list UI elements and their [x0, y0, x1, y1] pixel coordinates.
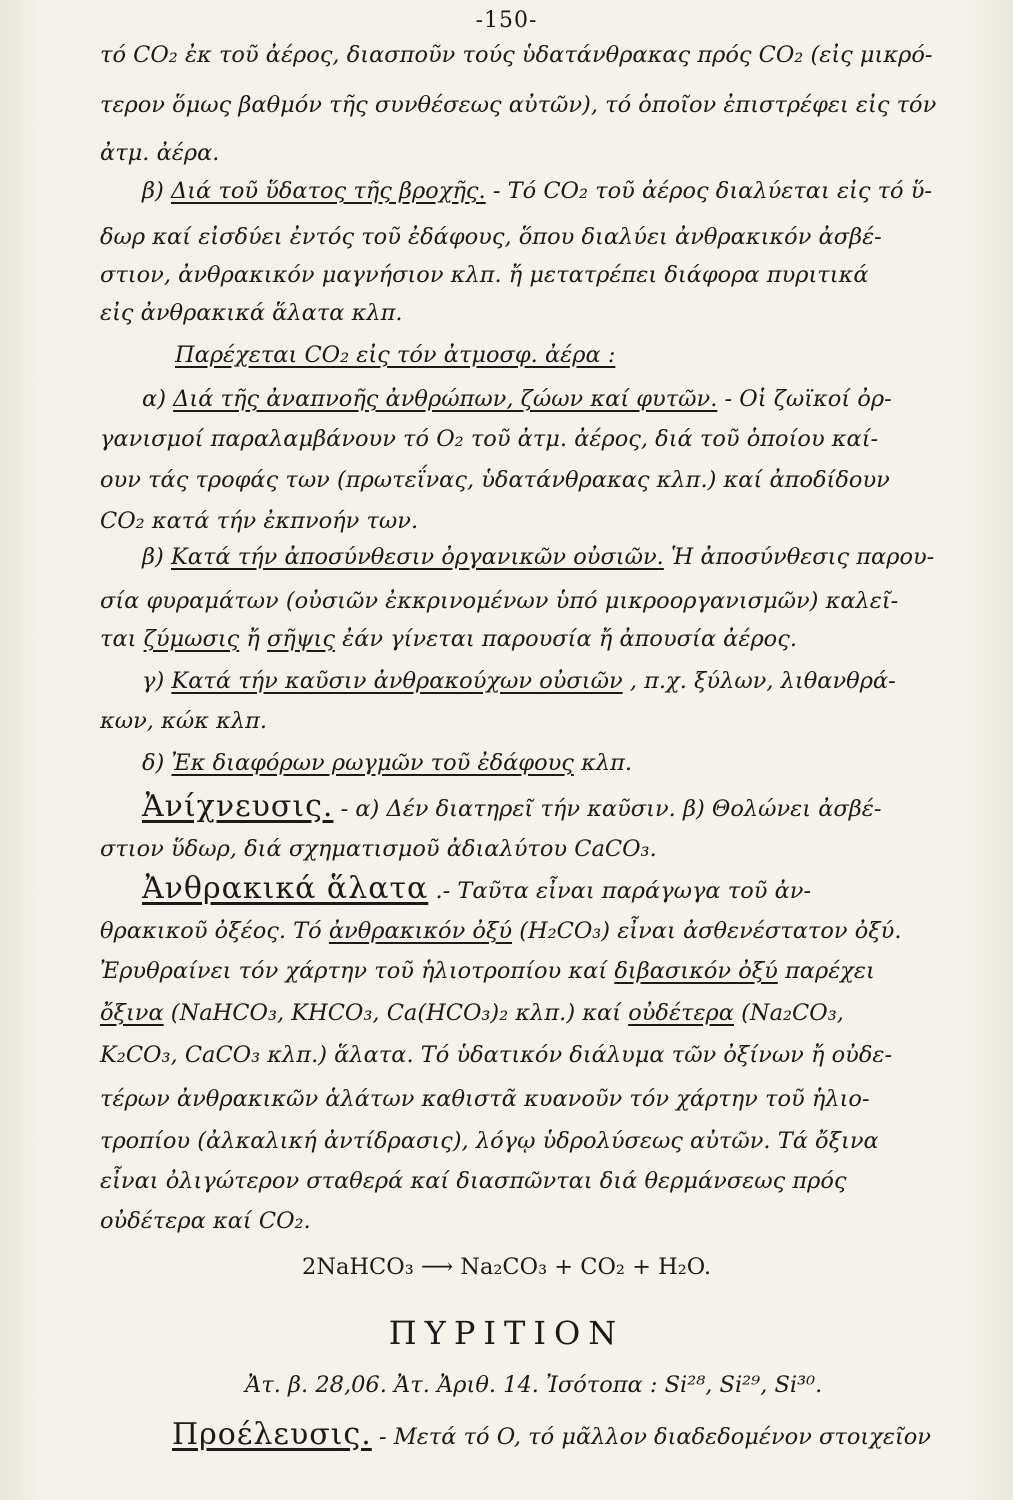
text-line: κων, κώκ κλπ. [100, 708, 268, 734]
underlined-heading: Διά τοῦ ὕδατος τῆς βροχῆς. [170, 178, 486, 204]
text-line [142, 384, 999, 414]
text-line: στιον, ἀνθρακικόν μαγνήσιον κλπ. ἤ μετατρέπει διάφορα πυριτικά [100, 262, 869, 288]
text-line: τροπίου (ἀλκαλική ἀντίδρασις), λόγῳ ὑδρολύσεως αὐτῶν. Τά ὄξινα [100, 1128, 879, 1154]
text-fragment: - Τό CO₂ τοῦ ἀέρος διαλύεται εἰς τό ὕ- [492, 178, 933, 204]
page-number: -150- [475, 8, 538, 33]
text-fragment: .- Ταῦτα εἶναι παράγωγα τοῦ ἀν- [435, 878, 812, 904]
text-line: τερον ὅμως βαθμόν τῆς συνθέσεως αὐτῶν), τό ὁποῖον ἐπιστρέφει εἰς τόν [100, 92, 937, 118]
text-fragment: ἤ [246, 626, 260, 652]
underlined-term: ὄξινα [100, 1000, 164, 1026]
underlined-term: ζύμωσις [143, 626, 240, 652]
heading-text: Παρέχεται CO₂ εἰς τόν ἀτμοσφ. ἀέρα : [175, 342, 616, 368]
element-properties: Ἀτ. β. 28,06. Ἀτ. Ἀριθ. 14. Ἰσότοπα : Si²⁸, Si²⁹, Si³⁰. [245, 1372, 823, 1398]
underlined-term: σῆψις [267, 626, 335, 652]
text-line: σία φυραμάτων (οὐσιῶν ἐκκρινομένων ὑπό μικροοργανισμῶν) καλεῖ- [100, 588, 899, 614]
text-fragment: (NaHCO₃, KHCO₃, Ca(HCO₃)₂ κλπ.) καί [170, 1000, 622, 1026]
text-fragment: - Μετά τό O, τό μᾶλλον διαδεδομένον στοιχεῖον [378, 1424, 931, 1450]
text-line: δωρ καί εἰσδύει ἐντός τοῦ ἐδάφους, ὅπου διαλύει ἀνθρακικόν ἀσβέ- [100, 224, 882, 250]
text-line [172, 1417, 999, 1452]
chemical-equation: 2NaHCO₃ ⟶ Na₂CO₃ + CO₂ + H₂O. [302, 1254, 711, 1280]
underlined-heading: Κατά τήν καῦσιν ἀνθρακούχων οὐσιῶν [171, 668, 623, 694]
section-heading: Ἀνθρακικά ἅλατα [142, 871, 429, 906]
item-marker: α) [142, 386, 166, 412]
section-heading [175, 340, 999, 370]
text-line [142, 542, 999, 572]
text-line: ἀτμ. ἀέρα. [100, 140, 220, 166]
text-line: τέρων ἀνθρακικῶν ἁλάτων καθιστᾶ κυανοῦν τόν χάρτην τοῦ ἡλιο- [100, 1086, 870, 1112]
underlined-term: διβασικόν ὀξύ [614, 958, 778, 984]
text-fragment: - α) Δέν διατηρεῖ τήν καῦσιν. β) Θολώνει ἀσβέ- [340, 796, 882, 822]
text-line [100, 916, 999, 946]
text-line: στιον ὕδωρ, διά σχηματισμοῦ ἀδιαλύτου CaCO₃. [100, 836, 657, 862]
text-fragment: ται [100, 626, 137, 652]
text-line [142, 871, 999, 906]
underlined-heading: Ἐκ διαφόρων ρωγμῶν τοῦ ἐδάφους [171, 750, 574, 776]
text-fragment: Ἐρυθραίνει τόν χάρτην τοῦ ἡλιοτροπίου καί [100, 958, 608, 984]
text-fragment: παρέχει [784, 958, 875, 984]
item-marker: β) [142, 544, 164, 570]
text-fragment: ἐάν γίνεται παρουσία ἤ ἀπουσία ἀέρος. [342, 626, 797, 652]
section-title: ΠΥΡΙΤΙΟΝ [388, 1314, 625, 1352]
underlined-heading: Κατά τήν ἀποσύνθεσιν ὀργανικῶν οὐσιῶν. [170, 544, 664, 570]
text-line [100, 998, 999, 1028]
text-fragment: (H₂CO₃) εἶναι ἀσθενέστατον ὀξύ. [519, 918, 902, 944]
text-line: εἶναι ὀλιγώτερον σταθερά καί διασπῶνται διά θερμάνσεως πρός [100, 1168, 847, 1194]
text-line: τό CO₂ ἐκ τοῦ ἀέρος, διασποῦν τούς ὑδατάνθρακας πρός CO₂ (εἰς μικρό- [100, 42, 933, 68]
text-line: K₂CO₃, CaCO₃ κλπ.) ἅλατα. Τό ὑδατικόν διάλυμα τῶν ὀξίνων ἤ οὐδε- [100, 1042, 893, 1068]
text-line [142, 176, 999, 206]
section-heading: Ἀνίχνευσις. [142, 789, 334, 824]
item-marker: β) [142, 178, 164, 204]
item-marker: δ) [142, 750, 165, 776]
item-marker: γ) [142, 668, 165, 694]
text-line [100, 624, 999, 654]
text-line: οὐδέτερα καί CO₂. [100, 1208, 311, 1234]
text-fragment: (Na₂CO₃, [741, 1000, 844, 1026]
section-heading: Προέλευσις. [172, 1417, 372, 1452]
underlined-term: ἀνθρακικόν ὀξύ [328, 918, 513, 944]
text-fragment: κλπ. [581, 750, 633, 776]
underlined-heading: Διά τῆς ἀναπνοῆς ἀνθρώπων, ζώων καί φυτῶν. [173, 386, 718, 412]
text-fragment: , π.χ. ξύλων, λιθανθρά- [629, 668, 896, 694]
text-fragment: Ἡ ἀποσύνθεσις παρου- [670, 544, 935, 570]
text-line: CO₂ κατά τήν ἐκπνοήν των. [100, 508, 419, 534]
text-line [142, 748, 999, 778]
text-line: γανισμοί παραλαμβάνουν τό O₂ τοῦ ἀτμ. ἀέρος, διά τοῦ ὁποίου καί- [100, 426, 879, 452]
text-fragment: θρακικοῦ ὀξέος. Τό [100, 918, 322, 944]
text-fragment: - Οἱ ζωϊκοί ὀρ- [724, 386, 892, 412]
text-line: ουν τάς τροφάς των (πρωτεΐνας, ὑδατάνθρακας κλπ.) καί ἀποδίδουν [100, 467, 890, 493]
text-line [142, 789, 999, 824]
text-line [142, 666, 999, 696]
text-line [100, 956, 999, 986]
text-line: εἰς ἀνθρακικά ἅλατα κλπ. [100, 300, 403, 326]
underlined-term: οὐδέτερα [628, 1000, 734, 1026]
